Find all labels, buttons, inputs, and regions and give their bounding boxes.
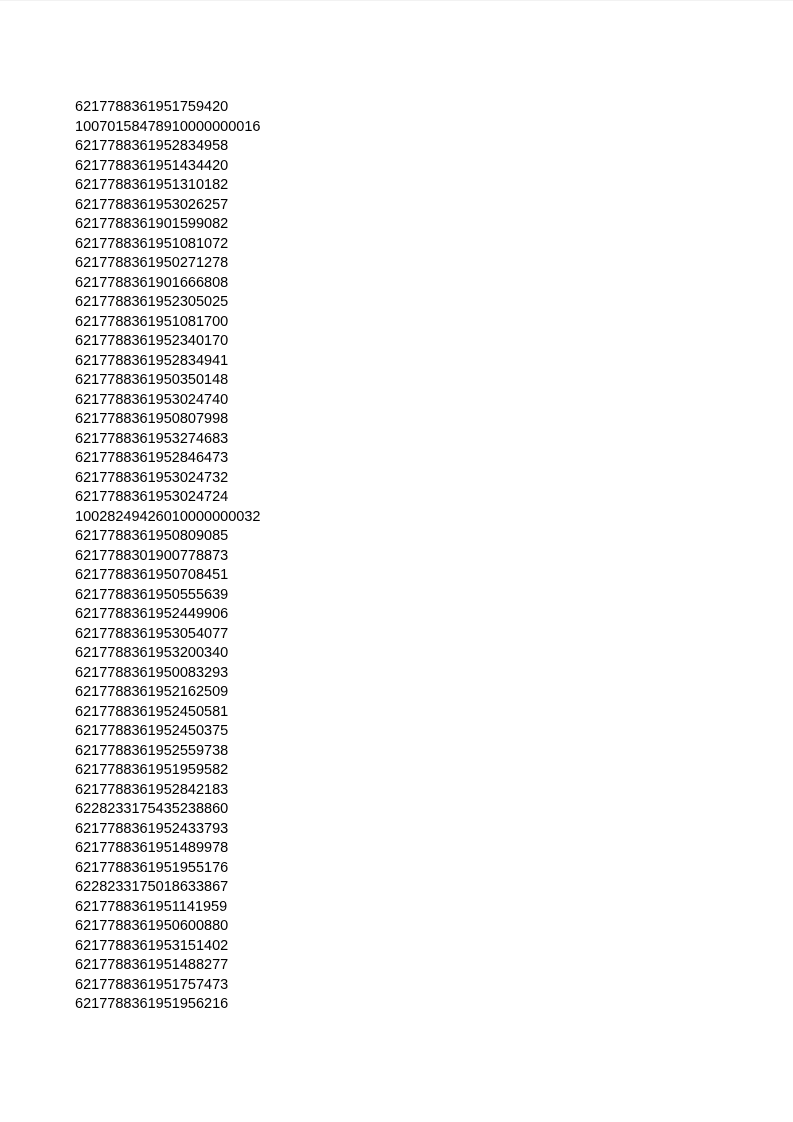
number-line: 6217788361901666808 — [75, 274, 229, 291]
number-line: 6217788361952305025 — [75, 294, 229, 310]
number-line: 6217788361950555639 — [75, 586, 229, 603]
number-line: 6217788361950083293 — [75, 664, 229, 681]
number-line: 6217788361953024724 — [75, 489, 229, 505]
number-line: 6217788361950271278 — [75, 255, 229, 271]
number-line: 6217788361952449906 — [75, 606, 229, 622]
number-line: 6217788361951488277 — [75, 957, 229, 973]
number-line: 6217788361952450581 — [75, 703, 229, 720]
number-line: 10070158478910000000016 — [75, 118, 261, 135]
number-line: 6217788361951081700 — [75, 313, 229, 330]
number-line: 6217788361901599082 — [75, 216, 229, 232]
number-line: 6217788361952559738 — [75, 742, 229, 759]
number-line: 6217788361952450375 — [75, 723, 229, 739]
number-line: 6217788361952834941 — [75, 352, 229, 369]
number-line: 6217788361951081072 — [75, 235, 229, 252]
number-line: 6228233175018633867 — [75, 879, 229, 895]
number-line: 6217788361951959582 — [75, 762, 229, 778]
number-line: 6217788301900778873 — [75, 547, 229, 564]
number-line: 6217788361951956216 — [75, 996, 229, 1012]
number-line: 6217788361951955176 — [75, 859, 229, 876]
number-line: 6217788361952162509 — [75, 684, 229, 700]
number-line: 6217788361953054077 — [75, 625, 229, 642]
number-line: 6217788361951489978 — [75, 840, 229, 856]
number-line: 6217788361953200340 — [75, 645, 229, 661]
number-line: 6217788361952340170 — [75, 333, 229, 349]
number-line: 6217788361951141959 — [75, 898, 228, 915]
number-line: 6217788361952834958 — [75, 138, 229, 154]
number-line: 6217788361952842183 — [75, 781, 229, 798]
number-line: 6217788361952433793 — [75, 820, 229, 837]
number-line: 6217788361952846473 — [75, 450, 229, 466]
number-line: 10028249426010000000032 — [75, 508, 261, 525]
number-line: 6217788361951759420 — [75, 99, 229, 115]
number-line: 6217788361951434420 — [75, 157, 229, 174]
number-line: 6217788361953151402 — [75, 937, 229, 954]
number-line: 6217788361953024740 — [75, 391, 229, 408]
number-list — [75, 98, 260, 1015]
number-line: 6217788361953026257 — [75, 196, 229, 213]
number-line: 6217788361951757473 — [75, 976, 229, 993]
number-line: 6217788361950807998 — [75, 411, 229, 427]
number-line: 6217788361950350148 — [75, 372, 229, 388]
number-line: 6217788361953024732 — [75, 469, 229, 486]
number-line: 6217788361950809085 — [75, 528, 229, 544]
number-line: 6228233175435238860 — [75, 801, 229, 817]
number-line: 6217788361950708451 — [75, 567, 229, 583]
number-line: 6217788361950600880 — [75, 918, 229, 934]
number-line: 6217788361953274683 — [75, 430, 229, 447]
number-line: 6217788361951310182 — [75, 177, 229, 193]
